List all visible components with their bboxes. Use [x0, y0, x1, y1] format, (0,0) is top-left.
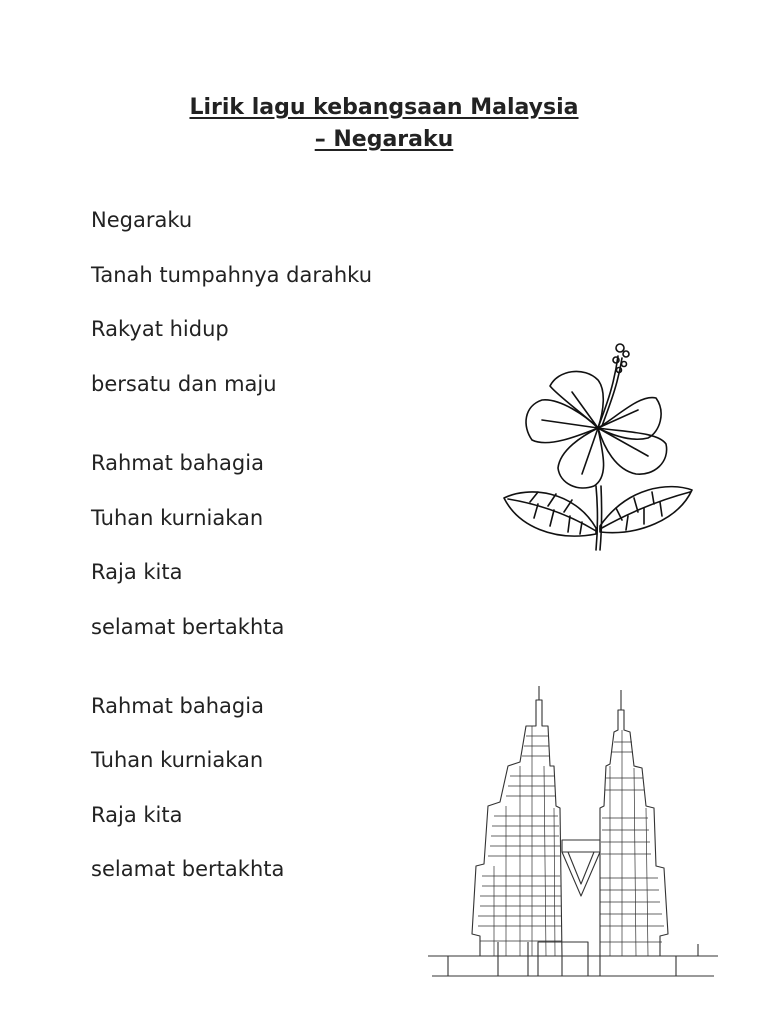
lyric-line: Raja kita	[91, 560, 183, 584]
lyric-line: Tuhan kurniakan	[91, 506, 264, 530]
lyric-line: selamat bertakhta	[91, 615, 285, 639]
lyric-line: selamat bertakhta	[91, 857, 285, 881]
title-line-2: – Negaraku	[314, 127, 454, 152]
lyric-line: Raja kita	[91, 803, 183, 827]
lyric-line: Negaraku	[91, 208, 193, 232]
title-line-1: Lirik lagu kebangsaan Malaysia	[189, 95, 579, 120]
lyric-line: Tuhan kurniakan	[91, 748, 264, 772]
document-title	[0, 92, 768, 156]
lyric-line: Tanah tumpahnya darahku	[91, 263, 373, 287]
lyric-line: Rahmat bahagia	[91, 451, 264, 475]
lyric-line: Rakyat hidup	[91, 317, 229, 341]
petronas-twin-towers-drawing	[428, 686, 718, 991]
lyric-line: bersatu dan maju	[91, 372, 277, 396]
lyric-line: Rahmat bahagia	[91, 694, 264, 718]
hibiscus-flower-drawing	[498, 336, 698, 551]
